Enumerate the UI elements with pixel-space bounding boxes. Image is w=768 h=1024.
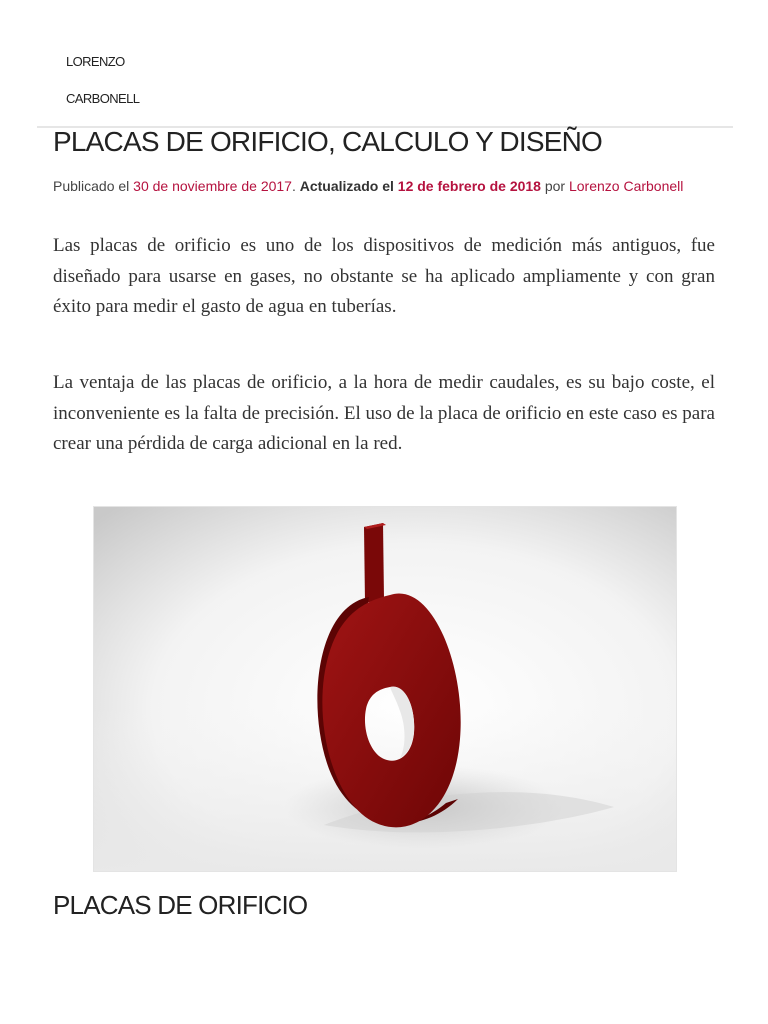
article-title: PLACAS DE ORIFICIO, CALCULO Y DISEÑO xyxy=(53,126,602,157)
orifice-plate-figure xyxy=(93,506,677,872)
section-heading: PLACAS DE ORIFICIO xyxy=(53,890,308,920)
intro-paragraph: Las placas de orificio es uno de los dispositivos de medición más antiguos, fue diseñado para usarse en gases, no obstante se ha aplicado ampliamente y con gran éxito para medir el gasto de agua en tuberías. xyxy=(53,235,715,317)
post-meta xyxy=(53,176,715,197)
updated-date-link[interactable]: 12 de febrero de 2018 xyxy=(397,178,541,194)
author-link[interactable]: Lorenzo Carbonell xyxy=(568,178,684,194)
site-title-last-name[interactable]: CARBONELL xyxy=(66,91,140,106)
published-date-link[interactable]: 30 de noviembre de 2017 xyxy=(133,178,292,194)
published-prefix: Publicado el xyxy=(53,178,134,194)
updated-prefix: Actualizado el xyxy=(299,178,398,194)
meta-separator: . xyxy=(291,178,300,194)
site-title-first-name[interactable]: LORENZO xyxy=(66,54,125,69)
orifice-plate-illustration-icon xyxy=(94,507,677,872)
author-prefix: por xyxy=(540,178,569,194)
advantages-paragraph: La ventaja de las placas de orificio, a la hora de medir caudales, es su bajo coste, el inconveniente es la falta de precisión. El uso de la placa de orificio en este caso es para crear una pérdida de carga adicional en la red. xyxy=(53,372,715,454)
